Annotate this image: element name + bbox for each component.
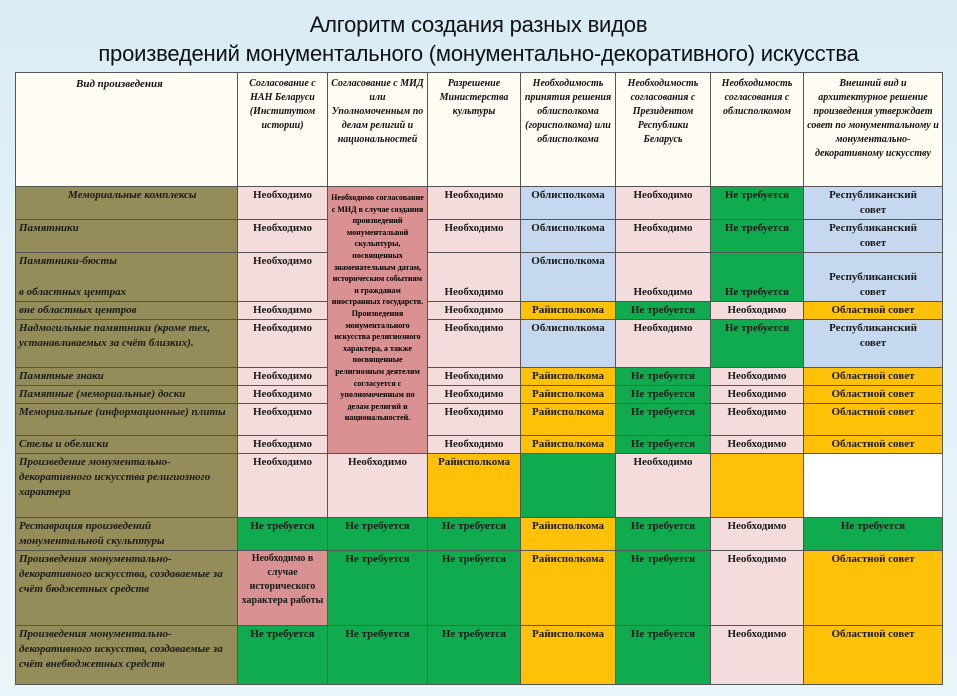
row-label: Произведения монументально-декоративного искусства, создаваемые за счёт бюджетных средств [16,551,238,626]
table-cell: Не требуется [616,436,711,454]
table-cell [711,454,804,518]
table-cell: Необходимо [238,253,328,302]
table-cell: Райисполкома [521,386,616,404]
table-cell: Областной совет [804,626,943,685]
row-label: Памятники-бюсты в областных центрах [16,253,238,302]
row-label: Реставрация произведений монументальной скульптуры [16,518,238,551]
row-label: Произведения монументально-декоративного искусства, создаваемые за счёт внебюджетных средств [16,626,238,685]
row-label: Мемориальные комплексы [16,187,238,220]
table-cell: Необходимо [616,253,711,302]
title-line-1: Алгоритм создания разных видов [309,12,648,37]
table-cell: Необходимо [428,253,521,302]
table-cell: Райисполкома [521,551,616,626]
table-row [16,320,943,368]
table-cell: Не требуется [238,626,328,685]
table-cell: Необходимо [328,454,428,518]
table-cell: Необходимо [711,368,804,386]
table-row [16,302,943,320]
table-cell: Райисполкома [521,518,616,551]
row-label: Памятники [16,220,238,253]
table-cell: Райисполкома [521,404,616,436]
table-cell: Необходимо [711,436,804,454]
table-cell: Необходимо [238,220,328,253]
table-cell: Республиканский совет [804,253,943,302]
table-cell: Не требуется [428,518,521,551]
row-label: Памятные (мемориальные) доски [16,386,238,404]
table-cell: Райисполкома [521,368,616,386]
header-decision: Необходимость принятия решения облисполкома (горисполкома) или облисполкома [521,73,616,187]
header-president: Необходимость согласования с Президентом Республики Беларусь [616,73,711,187]
table-cell: Облисполкома [521,220,616,253]
table-cell: Облисполкома [521,187,616,220]
table-cell: Не требуется [616,386,711,404]
table-cell: Райисполкома [521,626,616,685]
header-nan: Согласование с НАН Беларуси (Институтом истории) [238,73,328,187]
table-cell: Райисполкома [428,454,521,518]
table-row [16,404,943,436]
table-cell: Не требуется [711,187,804,220]
table-cell: Облисполкома [521,320,616,368]
algorithm-table [15,72,943,685]
row-label: вне областных центров [16,302,238,320]
table-cell: Областной совет [804,436,943,454]
table-cell: Необходимо [711,386,804,404]
table-cell: Необходимо [428,368,521,386]
table-cell: Не требуется [428,551,521,626]
row-label: Мемориальные (информационные) плиты [16,404,238,436]
table-cell: Необходимо [616,220,711,253]
table-cell: Областной совет [804,404,943,436]
table-row [16,220,943,253]
table-cell: Не требуется [804,518,943,551]
table-row [16,253,943,302]
table-cell: Необходимо [428,302,521,320]
table-row [16,454,943,518]
header-oblispolkom: Необходимость согласования с облисполкомом [711,73,804,187]
row-label: Памятные знаки [16,368,238,386]
table-cell: Областной совет [804,551,943,626]
table-cell: Областной совет [804,368,943,386]
table-cell: Необходимо [616,454,711,518]
table-cell: Необходимо [711,551,804,626]
table-cell: Необходимо [238,302,328,320]
header-work-type: Вид произведения [16,73,238,187]
table-cell: Республиканский совет [804,320,943,368]
table-cell: Необходимо [428,187,521,220]
header-ministry: Разрешение Министерства культуры [428,73,521,187]
table-cell: Не требуется [711,220,804,253]
table-cell [521,454,616,518]
table-cell: Не требуется [616,626,711,685]
table-cell: Не требуется [428,626,521,685]
table-row [16,187,943,220]
table-cell: Необходимо [428,320,521,368]
table-row [16,551,943,626]
table-cell: Не требуется [616,302,711,320]
table-cell: Областной совет [804,386,943,404]
table-cell: Необходимо [428,220,521,253]
table-row [16,518,943,551]
table-cell: Необходимо [238,404,328,436]
table-row [16,436,943,454]
table-cell: Не требуется [328,626,428,685]
table-cell: Необходимо [238,386,328,404]
table-cell: Необходимо [616,187,711,220]
table-cell: Райисполкома [521,302,616,320]
table-cell: Необходимо [616,320,711,368]
header-mfa: Согласование с МИД или Уполномоченным по делам религий и национальностей [328,73,428,187]
table-cell: Райисполкома [521,436,616,454]
table-cell: Облисполкома [521,253,616,302]
header-council: Внешний вид и архитектурное решение произведения утверждает совет по монументальному и монументально-декоративному искусству [804,73,943,187]
table-cell: Необходимо [428,404,521,436]
table-cell: Не требуется [616,551,711,626]
table-cell: Необходимо [428,436,521,454]
table-cell: Необходимо [238,187,328,220]
table-cell: Необходимо в случае исторического характера работы [238,551,328,626]
table-cell: Необходимо [238,368,328,386]
title-line-2: произведений монументального (монументально-декоративного) искусства [98,41,859,66]
table-cell: Не требуется [616,518,711,551]
table-cell: Необходимо [238,320,328,368]
mfa-merged-cell: Необходимо согласование с МИД в случае создания произведений монументальной скульптуры, посвященных знаменательным датам, историческим событиям и гражданам иностранных государств. Произведения монументального искусства религиозного характера, а также посвященные религиозным деятелям согласуется с уполномоченным по делам религий и национальностей. [328,187,428,454]
table-cell: Республиканский совет [804,187,943,220]
table-cell: Не требуется [328,518,428,551]
table-cell: Необходимо [711,404,804,436]
table-cell: Не требуется [328,551,428,626]
table-cell: Необходимо [238,436,328,454]
header-row [16,73,943,187]
table-cell: Не требуется [616,368,711,386]
row-label: Произведение монументально-декоративного искусства религиозного характера [16,454,238,518]
table-row [16,368,943,386]
table-cell: Необходимо [238,454,328,518]
table-cell: Республиканский совет [804,220,943,253]
table-row [16,386,943,404]
table-row [16,626,943,685]
table-cell: Необходимо [711,626,804,685]
table-cell: Не требуется [616,404,711,436]
page-title [0,10,957,68]
table-cell: Областной совет [804,302,943,320]
table-cell: Необходимо [428,386,521,404]
row-label: Стелы и обелиски [16,436,238,454]
table-cell: Необходимо [711,518,804,551]
table-cell: Не требуется [711,320,804,368]
table-cell: Не требуется [711,253,804,302]
row-label: Надмогильные памятники (кроме тех, устанавливаемых за счёт близких). [16,320,238,368]
table-cell: Необходимо [711,302,804,320]
table-cell: Не требуется [238,518,328,551]
